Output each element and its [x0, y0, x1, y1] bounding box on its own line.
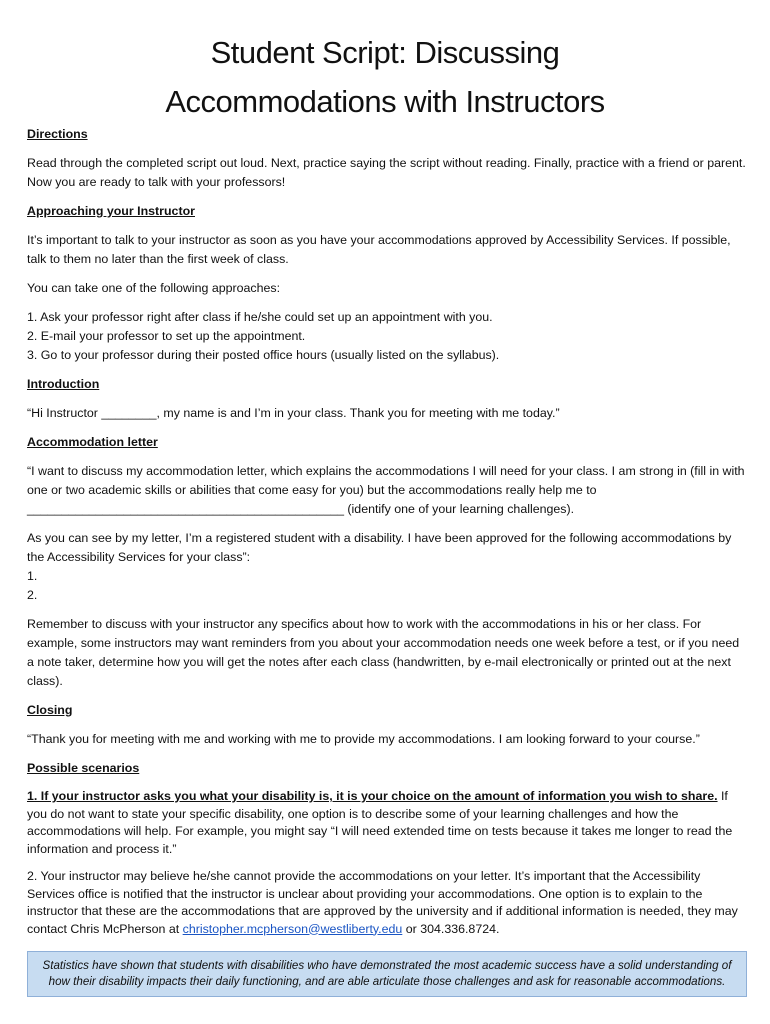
- approaches-list: [27, 308, 747, 365]
- scenario-2: [27, 868, 747, 938]
- list-item: 1. Ask your professor right after class if he/she could set up an appointment with you.: [27, 310, 493, 324]
- closing-heading: Closing: [27, 703, 73, 717]
- scenarios-heading: Possible scenarios: [27, 761, 140, 775]
- introduction-text: “Hi Instructor ________, my name is and I’m in your class. Thank you for meeting with me today.”: [27, 406, 560, 420]
- list-item: 1.: [27, 569, 38, 583]
- approaching-paragraph-2: You can take one of the following approaches:: [27, 281, 281, 295]
- approaching-paragraph-1: It’s important to talk to your instructor as soon as you have your accommodations approved by Accessibility Services. If possible, talk to them no later than the first week of class.: [27, 233, 731, 266]
- directions-text: Read through the completed script out loud. Next, practice saying the script without reading. Finally, practice with a friend or parent. Now you are ready to talk with your professors!: [27, 156, 746, 189]
- scenario-2-tail: or 304.336.8724.: [402, 921, 500, 936]
- document-body: [27, 125, 747, 948]
- directions-heading: Directions: [27, 127, 88, 141]
- accommodation-letter-heading: Accommodation letter: [27, 435, 158, 449]
- list-item: 3. Go to your professor during their posted office hours (usually listed on the syllabus).: [27, 348, 500, 362]
- letter-paragraph-1: “I want to discuss my accommodation letter, which explains the accommodations I will need for your class. I am strong in (fill in with one or two academic skills or abilities that come easy for you) but the accommodations really help me to ______________________________________________ (identify one of your learning challenges).: [27, 464, 745, 516]
- list-item: 2.: [27, 588, 38, 602]
- letter-paragraph-2: As you can see by my letter, I’m a registered student with a disability. I have been approved for the following accommodations by the Accessibility Services for your class”:: [27, 531, 732, 564]
- page-title-line-2: Accommodations with Instructors: [165, 84, 605, 119]
- letter-paragraph-3: Remember to discuss with your instructor any specifics about how to work with the accommodations in his or her class. For example, some instructors may want reminders from you about your accommodation needs one week before a test, or if you need a note taker, determine how you will get the notes after each class (handwritten, by e-mail electronically or printed out at the next class).: [27, 617, 740, 688]
- statistics-callout: [27, 951, 747, 997]
- scenario-2-text: 2. Your instructor may believe he/she cannot provide the accommodations on your letter. It’s important that the Accessibility Services office is notified that the instructor is unclear about providing your accommodations. One option is to explain to the instructor that these are the accommodations that are approved by the university and if additional information is needed, they may contact Chris McPherson at: [27, 869, 738, 936]
- introduction-heading: Introduction: [27, 377, 100, 391]
- contact-email-link[interactable]: christopher.mcpherson@westliberty.edu: [182, 921, 403, 936]
- letter-paragraph-2-block: [27, 529, 747, 605]
- page-title-line-1: Student Script: Discussing: [210, 35, 560, 70]
- callout-text: Statistics have shown that students with disabilities who have demonstrated the most academic success have a solid understanding of how their disability impacts their daily functioning, and are able articulate those challenges and ask for reasonable accommodations.: [42, 958, 732, 988]
- scenario-1-lead: 1. If your instructor asks you what your disability is, it is your choice on the amount of information you wish to share.: [27, 789, 718, 803]
- approaching-heading: Approaching your Instructor: [27, 204, 195, 218]
- list-item: 2. E-mail your professor to set up the appointment.: [27, 329, 306, 343]
- scenario-1-text: If you do not want to state your specific disability, one option is to describe some of your learning challenges and how the accommodations will help. For example, you might say “I will need extended time on tests because it takes me longer to read the information and process it.”: [27, 789, 733, 856]
- closing-text: “Thank you for meeting with me and working with me to provide my accommodations. I am looking forward to your course.”: [27, 732, 700, 746]
- scenario-1: [27, 788, 747, 858]
